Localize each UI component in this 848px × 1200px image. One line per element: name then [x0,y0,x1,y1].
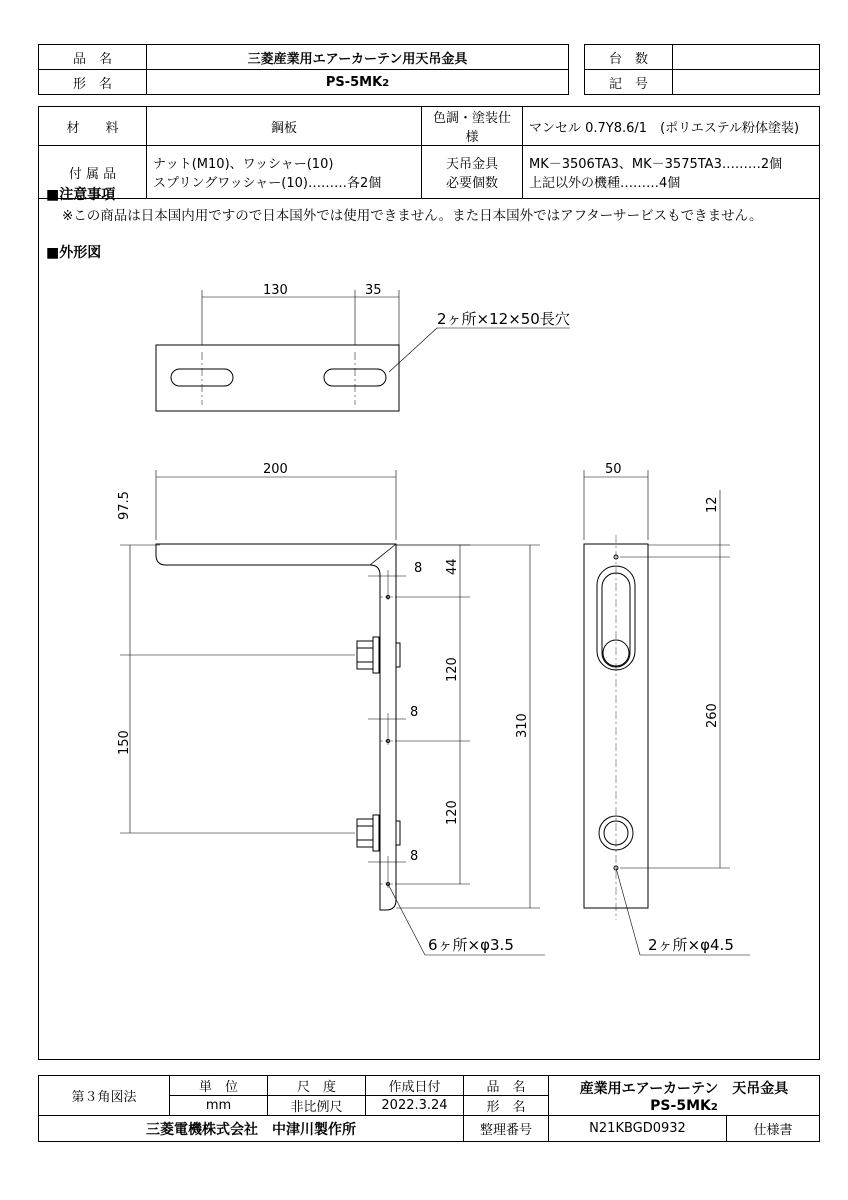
footer-product-name: 産業用エアーカーテン 天吊金具 [579,1080,789,1097]
outline-heading: ■外形図 [46,245,102,261]
model-suffix: 2 [382,77,390,89]
material-label: 材 料 [39,107,147,146]
accessory-line2: スプリングワッシャー(10)………各2個 [153,176,382,191]
product-label-footer: 品 名 [464,1076,549,1096]
scale-value: 非比例尺 [268,1096,366,1116]
dim-310: 310 [515,713,530,738]
date-label: 作成日付 [366,1076,464,1096]
accessory-line1: ナット(M10)、ワッシャー(10) [153,157,334,172]
bolt-lower [357,815,400,851]
required-line2: 上記以外の機種………4個 [529,176,681,191]
required-label2: 必要個数 [445,176,498,191]
color-value: マンセル 0.7Y8.6/1 (ポリエステル粉体塗装) [523,107,820,146]
date-value: 2022.3.24 [366,1096,464,1116]
dim-8c: 8 [410,849,419,864]
dim-44: 44 [445,558,460,575]
material-value: 鋼板 [147,107,422,146]
scale-label: 尺 度 [268,1076,366,1096]
product-name: 三菱産業用エアーカーテン用天吊金具 [147,45,569,70]
dim-97-5: 97.5 [117,491,132,520]
mark-label: 記 号 [585,70,673,95]
dim-130: 130 [263,283,288,298]
dim-200: 200 [263,462,288,477]
hole-note-left: 6ヶ所×φ3.5 [428,936,514,954]
accessory-label: 付 属 品 [39,146,147,199]
model-label-footer: 形 名 [464,1096,549,1116]
required-line1: MK－3506TA3、MK－3575TA3………2個 [529,157,783,172]
doc-type: 仕様書 [727,1116,820,1142]
front-view-plate [584,544,648,908]
hole-note-right: 2ヶ所×φ4.5 [648,936,734,954]
caution-text: ※この商品は日本国内用ですので日本国外では使用できません。また日本国外ではアフターサービスもできません。 [62,208,763,224]
unit-value: mm [170,1096,268,1116]
count-label: 台 数 [585,45,673,70]
projection-method: 第３角図法 [39,1076,170,1116]
dim-8b: 8 [410,705,419,720]
side-view-bracket [156,544,396,910]
color-label: 色調・塗装仕様 [422,107,523,146]
model-label: 形 名 [39,70,147,95]
model-name: PS-5MK [325,74,383,90]
dim-150: 150 [117,730,132,755]
unit-label: 単 位 [170,1076,268,1096]
dim-260: 260 [705,703,720,728]
dim-8a: 8 [414,561,423,576]
dim-12: 12 [705,496,720,513]
footer-title-cell [549,1076,820,1116]
dim-120b: 120 [445,800,460,825]
serial-value: N21KBGD0932 [549,1116,727,1142]
product-label: 品 名 [39,45,147,70]
bolt-upper [357,637,400,673]
serial-label: 整理番号 [464,1116,549,1142]
top-view-plate [156,345,399,411]
slot-note: 2ヶ所×12×50長穴 [437,310,570,328]
dim-50: 50 [605,462,622,477]
dim-120a: 120 [445,657,460,682]
dim-35: 35 [365,283,382,298]
required-label1: 天吊金具 [445,157,498,172]
footer-model-suffix: 2 [710,1101,718,1113]
footer-model-name: PS-5MK [650,1097,711,1114]
title-block [38,1075,820,1142]
caution-heading: ■注意事項 [46,187,116,203]
company-name: 三菱電機株式会社 中津川製作所 [39,1116,464,1142]
